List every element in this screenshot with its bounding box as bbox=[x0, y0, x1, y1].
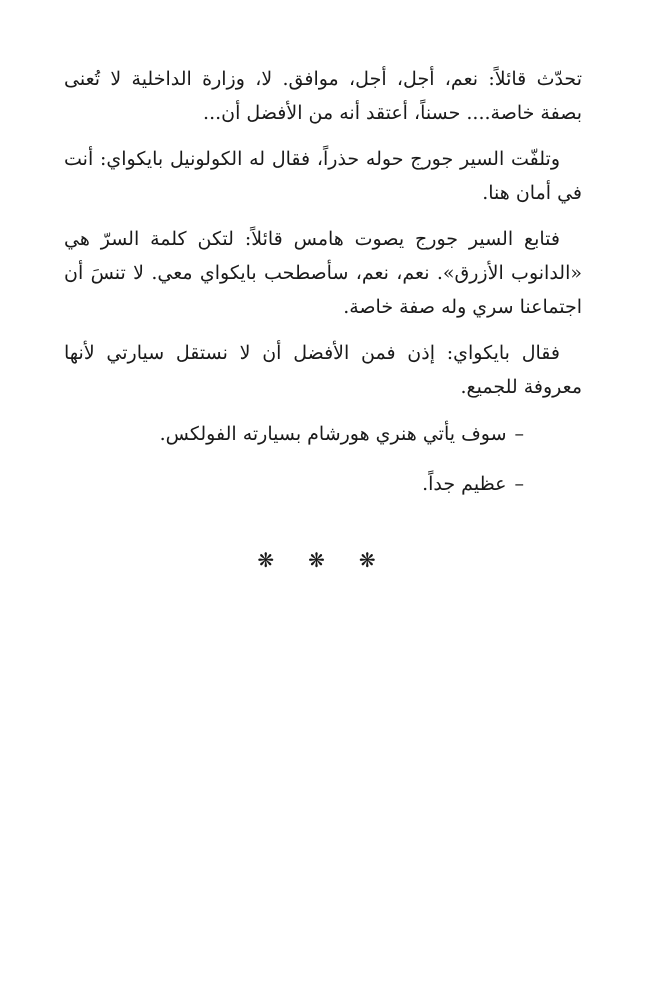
paragraph-2: وتلفّت السير جورج حوله حذراً، فقال له الكولونيل بايكواي: أنت في أمان هنا. bbox=[64, 148, 582, 204]
dialogue-line-1 bbox=[64, 416, 582, 452]
dialogue-line-2 bbox=[64, 466, 582, 502]
paragraph-1: تحدّث قائلاً: نعم، أجل، أجل، موافق. لا، وزارة الداخلية لا تُعنى بصفة خاصة.... حسناً، أعتقد أنه من الأفضل أن... bbox=[64, 68, 582, 124]
paragraph-3: فتابع السير جورج يصوت هامس قائلاً: لتكن كلمة السرّ هي «الدانوب الأزرق». نعم، نعم، سأصطحب بايكواي معي. لا تنسَ أن اجتماعنا سري وله صفة خاصة. bbox=[64, 228, 582, 318]
dialogue-text: سوف يأتي هنري هورشام بسيارته الفولكس. bbox=[159, 423, 507, 445]
dialogue-text: عظيم جداً. bbox=[422, 473, 507, 495]
page-body-text bbox=[64, 62, 582, 516]
section-separator bbox=[0, 548, 651, 572]
asterism-icon: ❋ bbox=[308, 548, 343, 572]
dialogue-dash: – bbox=[514, 473, 524, 495]
asterism-icon: ❋ bbox=[358, 548, 394, 572]
asterism-icon: ❋ bbox=[257, 548, 293, 572]
paragraph-4: فقال بايكواي: إذن فمن الأفضل أن لا نستقل سيارتي لأنها معروفة للجميع. bbox=[64, 342, 582, 398]
dialogue-dash: – bbox=[514, 423, 524, 445]
